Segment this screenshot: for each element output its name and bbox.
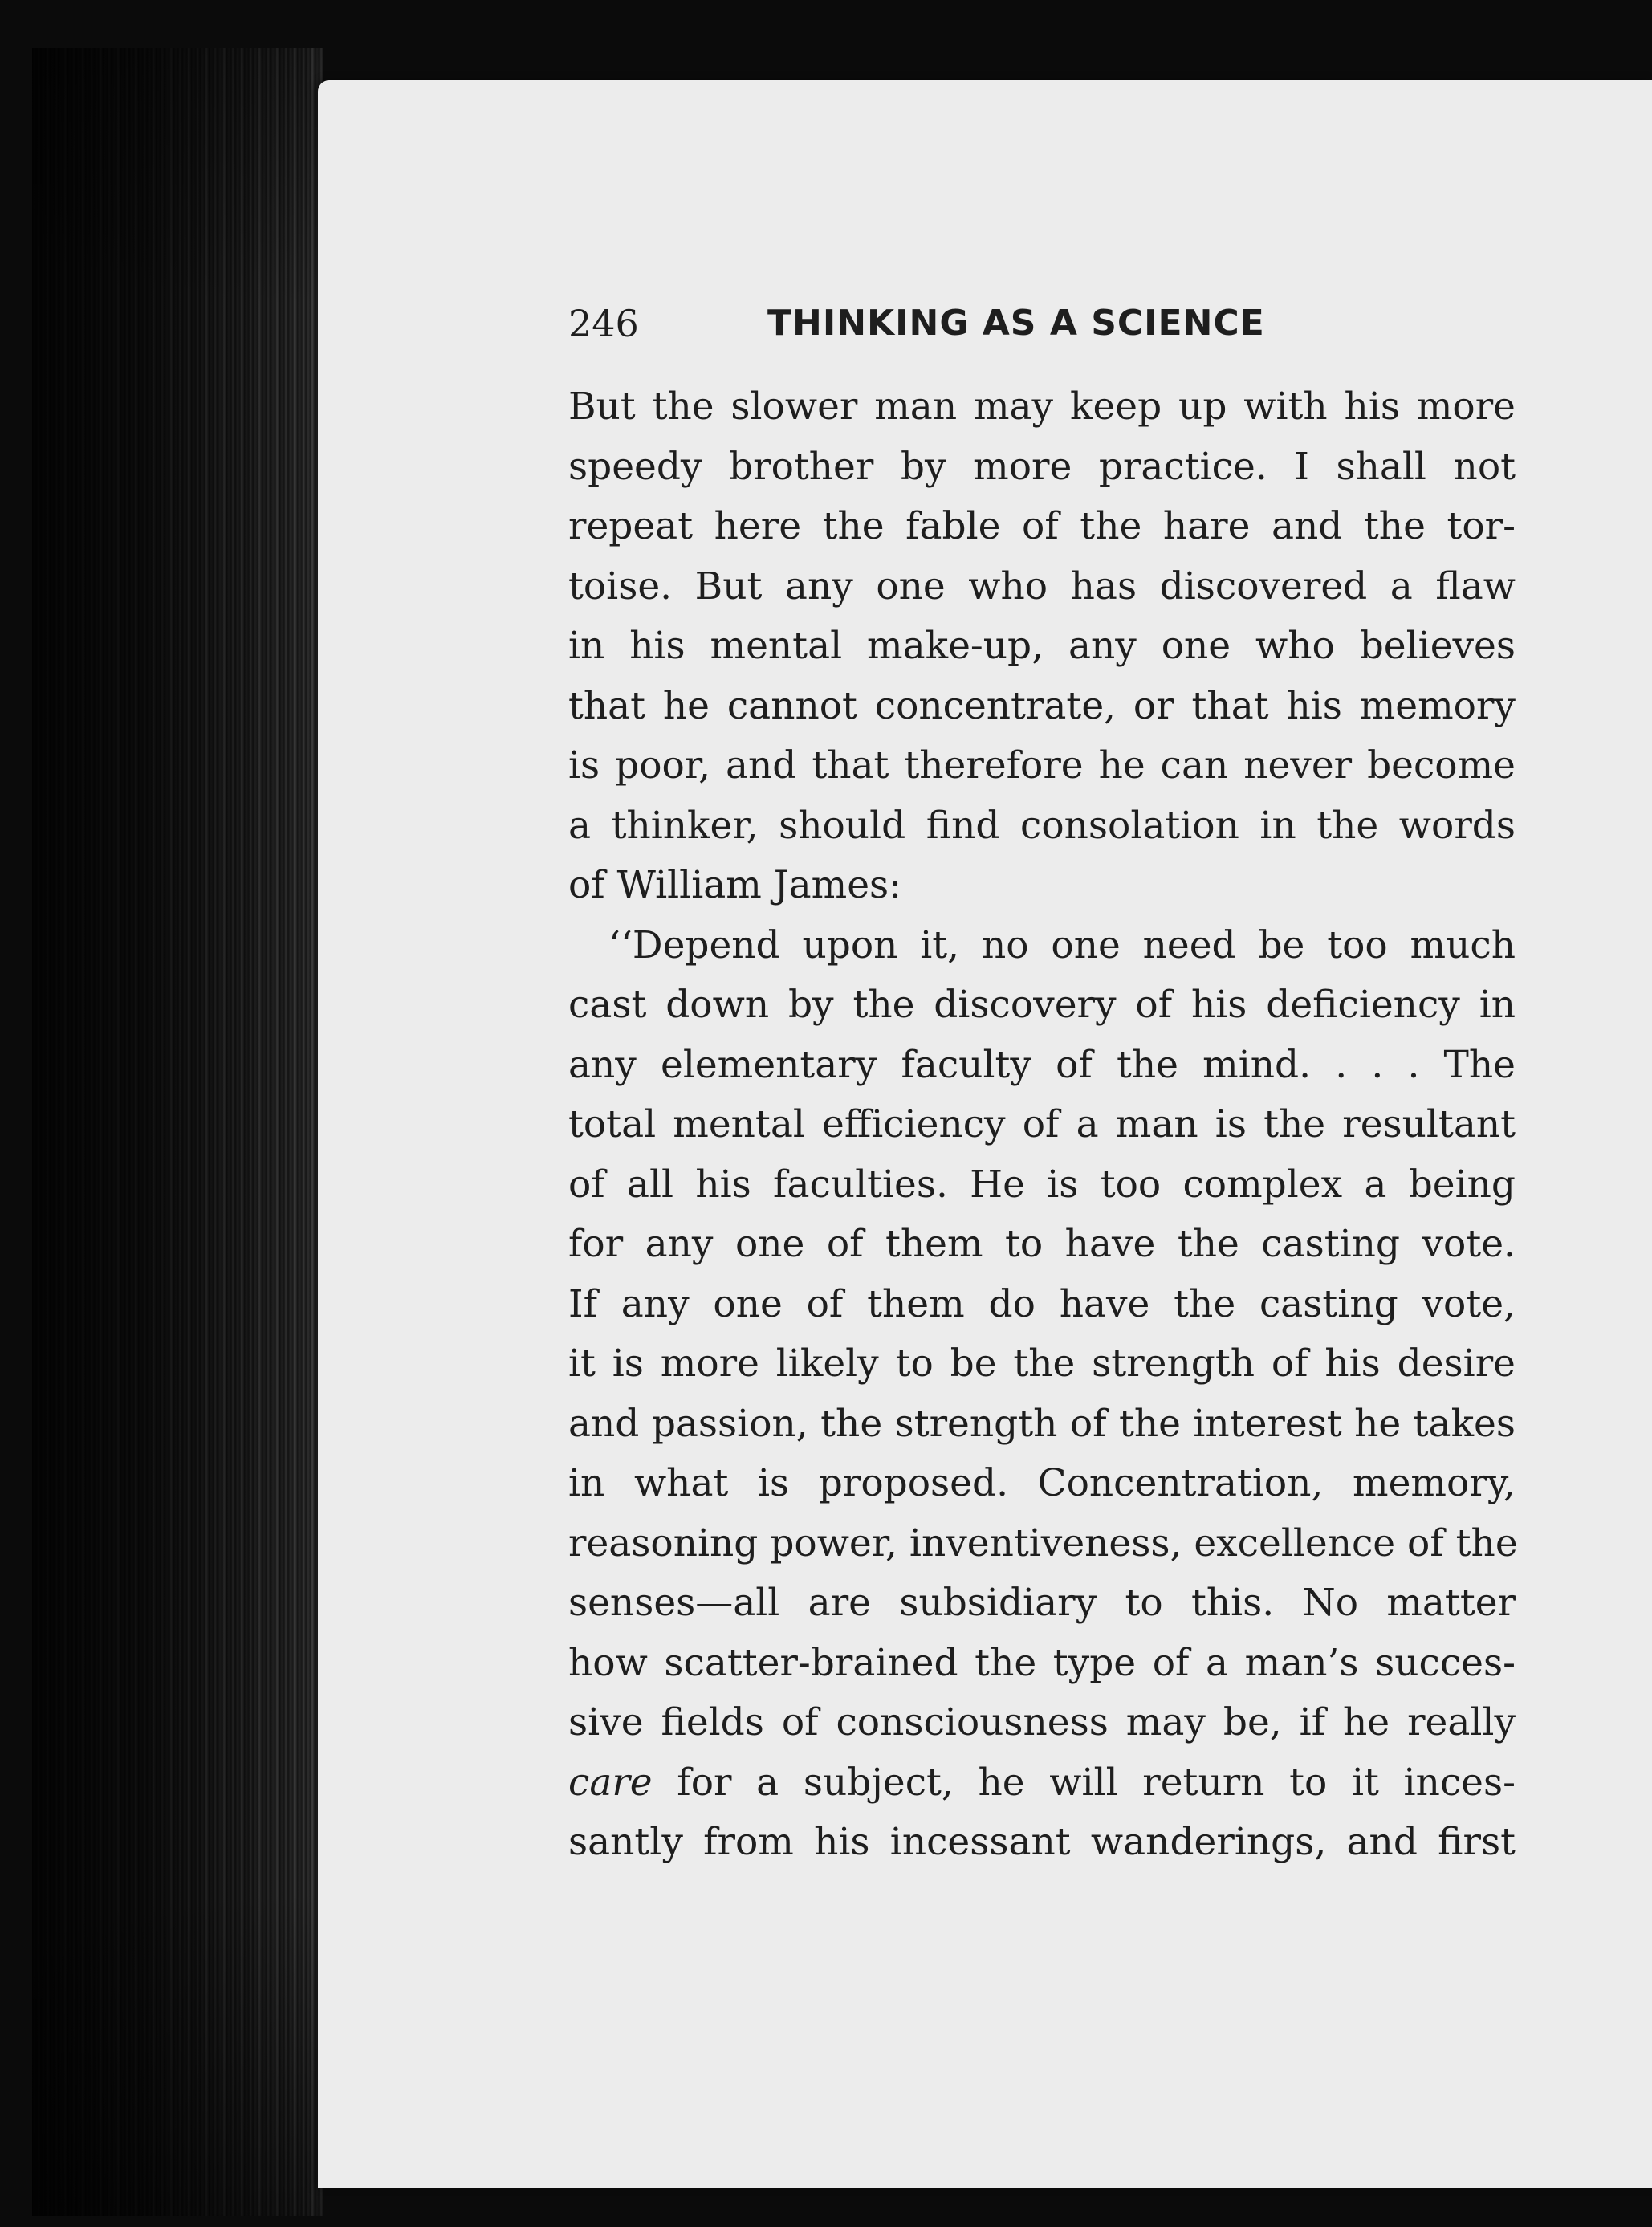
book-page: [318, 80, 1652, 2188]
text-line: is poor, and that therefore he can never become: [568, 743, 1516, 788]
text-line: and passion, the strength of the interest he takes: [568, 1401, 1516, 1446]
text-line: repeat here the fable of the hare and the tor-: [568, 504, 1516, 548]
text-line: any elementary faculty of the mind. . . . The: [568, 1042, 1516, 1087]
text-line: that he cannot concentrate, or that his memory: [568, 683, 1516, 728]
running-head: [568, 295, 1516, 352]
text-line: sive fields of consciousness may be, if he really: [568, 1700, 1516, 1745]
text-line: it is more likely to be the strength of his desire: [568, 1341, 1516, 1386]
text-line: speedy brother by more practice. I shall not: [568, 444, 1516, 489]
text-line: toise. But any one who has discovered a flaw: [568, 564, 1516, 609]
text-line: for any one of them to have the casting vote.: [568, 1222, 1516, 1266]
italic-word: care: [568, 1760, 653, 1805]
text-line: santly from his incessant wanderings, and first: [568, 1820, 1516, 1864]
text-line-with-italic: [568, 1753, 1516, 1814]
text-line-rest: for a subject, he will return to it inces-: [652, 1760, 1516, 1805]
text-line: a thinker, should find consolation in the words: [568, 803, 1516, 848]
text-line: in his mental make-up, any one who believes: [568, 624, 1516, 668]
text-line: But the slower man may keep up with his more: [568, 385, 1516, 429]
running-title: THINKING AS A SCIENCE: [767, 303, 1265, 344]
text-line: senses—all are subsidiary to this. No matter: [568, 1581, 1516, 1625]
text-line: reasoning power, inventiveness, excellence of the: [568, 1521, 1518, 1565]
page-text-block: [568, 295, 1516, 1873]
text-line: total mental efficiency of a man is the resultant: [568, 1102, 1516, 1146]
text-line: of all his faculties. He is too complex a being: [568, 1162, 1516, 1207]
text-line: of William James:: [568, 863, 901, 907]
text-line: how scatter-brained the type of a man’s succes-: [568, 1640, 1516, 1685]
page-number: 246: [568, 302, 639, 345]
text-line: ‘‘Depend upon it, no one need be too much: [608, 922, 1516, 967]
text-line: cast down by the discovery of his deficiency in: [568, 983, 1516, 1027]
paragraph-1: [568, 377, 1516, 916]
paragraph-2-quotation: [568, 916, 1516, 1873]
book-page-edges: [32, 48, 323, 2216]
text-line: If any one of them do have the casting vote,: [568, 1281, 1516, 1326]
text-line: in what is proposed. Concentration, memory,: [568, 1461, 1516, 1505]
